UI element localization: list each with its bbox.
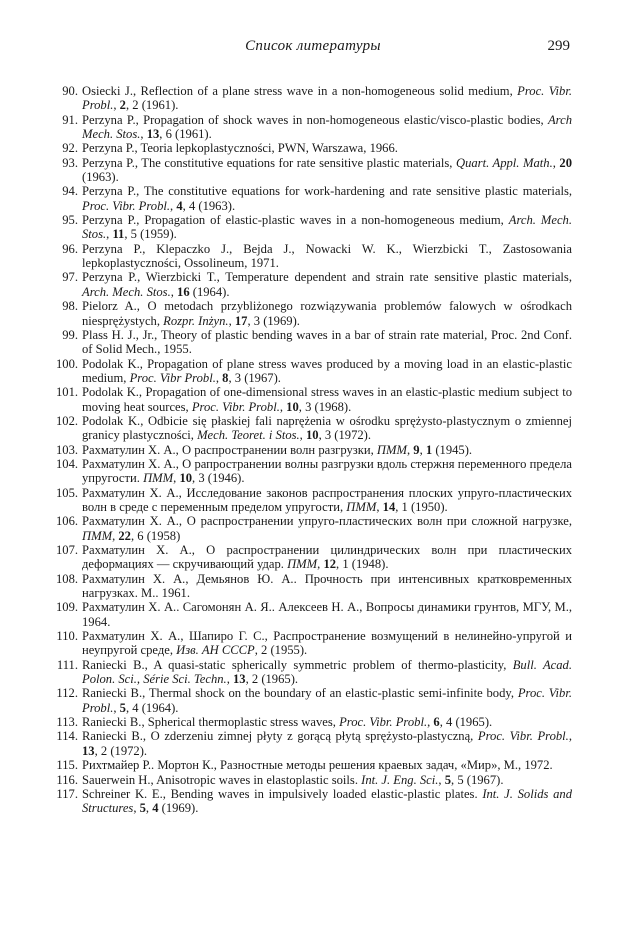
volume-number: 10 [179, 471, 193, 486]
reference-text: Osiecki J., Reflection of a plane stress wave in a non-homogeneous solid medium, Proc. Vibr. Probl., 2, 2 (1961). [82, 84, 572, 113]
volume-number: 9 [413, 442, 420, 457]
journal-title: Proc. Vibr. Probl. [82, 84, 572, 113]
journal-title: Arch. Mech. Stos. [82, 284, 171, 299]
volume-number: 11 [112, 227, 125, 242]
reference-text: Perzyna P., The constitutive equations for work-hardening and rate sensitive plastic materials, Proc. Vibr. Probl., 4, 4 (1963). [82, 184, 572, 213]
page-header [56, 38, 570, 58]
reference-entry [56, 385, 572, 414]
journal-title: ПММ [143, 471, 174, 486]
reference-number: 116. [56, 772, 78, 787]
reference-entry [56, 84, 572, 113]
reference-text: Рахматулин X. А., О распространении упруго-пластических волн при сложной нагрузке, ПММ, 22, 6 (1958) [82, 514, 572, 543]
reference-text: Pielorz A., O metodach przybliżonego rozwiązywania problemów falowych w ośrodkach niesprężystych, Rozpr. Inżyn., 17, 3 (1969). [82, 299, 572, 328]
reference-text: Рахматулин X. А., О распространении цилиндрических волн при пластических деформациях — скручивающий удар. ПММ, 12, 1 (1948). [82, 543, 572, 572]
reference-number: 103. [56, 442, 79, 457]
reference-number: 105. [56, 485, 79, 500]
volume-number: 5 [444, 772, 452, 787]
reference-number: 109. [56, 600, 79, 615]
reference-entry [56, 729, 572, 758]
journal-title: ПММ [346, 499, 377, 514]
reference-text: Рахматулин X. А., Шапиро Г. С., Распространение возмущений в нелинейно-упругой и неупругой среде, Изв. АН СССР, 2 (1955). [82, 629, 572, 658]
reference-text: Plass H. J., Jr., Theory of plastic bending waves in a bar of strain rate material, Proc. 2nd Conf. of Solid Mech., 1955. [82, 327, 572, 357]
reference-number: 106. [56, 514, 79, 529]
reference-text: Рахматулин X. А., Демьянов Ю. А.. Прочность при интенсивных кратковременных нагрузках. М.. 1961. [82, 571, 572, 601]
reference-entry [56, 658, 572, 687]
reference-text: Рахматулин X. А.. Сагомонян А. Я.. Алексеев Н. А., Вопросы динамики грунтов, МГУ, М., 1964. [82, 600, 572, 629]
reference-entry [56, 629, 572, 658]
reference-entry [56, 357, 572, 386]
volume-number: 20 [559, 155, 573, 170]
reference-entry [56, 543, 572, 572]
reference-entry [56, 270, 572, 299]
journal-title: Proc. Vibr. Probl. [191, 399, 280, 414]
reference-entry [56, 514, 572, 543]
reference-number: 104. [56, 456, 79, 471]
reference-text: Podolak K., Propagation of one-dimensional stress waves in an elastic-plastic medium subject to moving heat sources, Proc. Vibr. Probl., 10, 3 (1968). [82, 385, 572, 414]
reference-number: 95. [62, 213, 78, 228]
volume-number: 10 [286, 399, 299, 414]
volume-number: 13 [146, 127, 160, 142]
reference-text: Perzyna P., The constitutive equations for rate sensitive plastic materials, Quart. Appl. Math., 20 (1963). [82, 155, 573, 185]
reference-entry [56, 414, 572, 443]
journal-title: ПММ [287, 557, 318, 572]
reference-number: 114. [56, 729, 78, 744]
reference-number: 99. [62, 327, 78, 342]
reference-number: 110. [56, 629, 78, 644]
reference-entry [56, 486, 572, 515]
reference-number: 117. [56, 786, 78, 801]
volume-number: 14 [382, 499, 396, 514]
reference-text: Sauerwein H., Anisotropic waves in elastoplastic soils. Int. J. Eng. Sci., 5, 5 (1967). [82, 772, 504, 787]
journal-title: Mech. Teoret. i Stos. [197, 428, 300, 443]
volume-number: 5 [139, 801, 146, 816]
reference-entry [56, 787, 572, 816]
reference-number: 113. [56, 715, 78, 730]
reference-text: Perzyna P., Propagation of shock waves in non-homogeneous elastic/visco-plastic bodies, Arch Mech. Stos., 13, 6 (1961). [82, 112, 572, 142]
journal-title: ПММ [82, 528, 113, 543]
reference-number: 112. [56, 686, 78, 701]
reference-text: Schreiner K. E., Bending waves in impulsively loaded elastic-plastic plates. Int. J. Solids and Structures, 5, 4 (1969). [82, 786, 572, 816]
reference-entry [56, 443, 572, 457]
reference-number: 97. [62, 270, 78, 285]
reference-entry [56, 213, 572, 242]
journal-title: Int. J. Eng. Sci. [361, 772, 439, 787]
volume-number: 12 [323, 557, 337, 572]
journal-title: Proc. Vibr. Probl. [477, 729, 569, 744]
volume-number: 4 [152, 801, 159, 816]
journal-title: Bull. Acad. Polon. Sci., Série Sci. Techn. [82, 657, 572, 687]
journal-title: Int. J. Solids and Structures [82, 786, 572, 816]
volume-number: 4 [176, 198, 183, 213]
reference-text: Perzyna P., Propagation of elastic-plastic waves in a non-homogeneous medium, Arch. Mech. Stos., 11, 5 (1959). [82, 213, 572, 242]
reference-text: Raniecki B., Spherical thermoplastic stress waves, Proc. Vibr. Probl., 6, 4 (1965). [82, 715, 493, 730]
reference-entry [56, 572, 572, 601]
reference-number: 94. [62, 184, 78, 199]
journal-title: Rozpr. Inżyn. [163, 313, 229, 328]
reference-number: 92. [62, 141, 78, 156]
reference-list [56, 84, 572, 816]
reference-number: 91. [62, 112, 78, 127]
reference-entry [56, 141, 572, 155]
reference-text: Рахматулин X. А., О распространении волн разгрузки, ПММ, 9, 1 (1945). [82, 442, 473, 457]
volume-number: 17 [234, 313, 248, 328]
reference-text: Raniecki B., O zderzeniu zimnej płyty z gorącą płytą sprężysto-plastyczną, Proc. Vibr. Probl., 13, 2 (1972). [82, 729, 572, 758]
reference-text: Podolak K., Propagation of plane stress waves produced by a moving load in an elastic-plastic medium, Proc. Vibr Probl., 8, 3 (1967). [82, 356, 572, 385]
journal-title: Proc. Vibr. Probl. [339, 715, 428, 730]
reference-number: 98. [62, 299, 78, 314]
volume-number: 2 [119, 98, 126, 113]
journal-title: Arch. Mech. Stos. [82, 213, 572, 242]
reference-number: 115. [56, 758, 78, 773]
reference-entry [56, 113, 572, 142]
journal-title: Proc. Vibr Probl. [129, 370, 216, 385]
journal-title: Proc. Vibr. Probl. [82, 198, 171, 213]
reference-text: Рахматулин X. А., Исследование законов распространения плоских упруго-пластических волн в среде с переменным пределом упругости, ПММ, 14, 1 (1950). [82, 485, 572, 514]
reference-entry [56, 773, 572, 787]
reference-number: 100. [56, 356, 79, 371]
reference-text: Podolak K., Odbicie się płaskiej fali naprężenia w ośrodku sprężysto-plastycznym o zmiennej granicy plastyczności, Mech. Teoret. i Stos., 10, 3 (1972). [82, 413, 572, 443]
reference-text: Рахматулин X. А., О рапространении волны разгрузки вдоль стержня переменного предела упругости. ПММ, 10, 3 (1946). [82, 456, 572, 486]
reference-number: 93. [62, 155, 78, 170]
reference-number: 108. [56, 571, 79, 586]
volume-number: 1 [425, 442, 433, 457]
volume-number: 13 [232, 672, 246, 687]
reference-number: 101. [56, 385, 79, 400]
volume-number: 16 [177, 284, 190, 299]
reference-entry [56, 156, 572, 185]
journal-title: Proc. Vibr. Probl. [82, 686, 572, 715]
volume-number: 8 [222, 370, 229, 385]
reference-entry [56, 686, 572, 715]
reference-entry [56, 600, 572, 629]
reference-number: 111. [56, 657, 78, 672]
volume-number: 10 [305, 428, 319, 443]
reference-entry [56, 758, 572, 772]
reference-text: Рихтмайер Р.. Мортон К., Разностные методы решения краевых задач, «Мир», М., 1972. [82, 758, 553, 773]
reference-number: 96. [62, 241, 78, 256]
volume-number: 6 [433, 715, 440, 730]
volume-number: 13 [82, 743, 95, 758]
reference-number: 90. [62, 84, 78, 98]
reference-number: 102. [56, 413, 79, 428]
reference-entry [56, 242, 572, 271]
journal-title: Изв. АН СССР [176, 643, 255, 658]
running-title: Список литературы [245, 38, 381, 54]
volume-number: 5 [119, 700, 126, 715]
reference-text: Perzyna P., Wierzbicki T., Temperature dependent and strain rate sensitive plastic materials, Arch. Mech. Stos., 16 (1964). [82, 270, 572, 299]
volume-number: 22 [118, 528, 131, 543]
reference-text: Perzyna P., Klepaczko J., Bejda J., Nowacki W. K., Wierzbicki T., Zastosowania lepkoplastyczności, Ossolineum, 1971. [82, 241, 572, 271]
reference-text: Raniecki B., A quasi-static spherically symmetric problem of thermo-plasticity, Bull. Acad. Polon. Sci., Série Sci. Techn., 13, 2 (1965). [82, 657, 572, 687]
reference-entry [56, 184, 572, 213]
reference-entry [56, 328, 572, 357]
page-number: 299 [547, 38, 570, 54]
journal-title: Quart. Appl. Math. [455, 155, 553, 170]
reference-number: 107. [56, 543, 79, 557]
reference-entry [56, 715, 572, 729]
reference-text: Raniecki B., Thermal shock on the boundary of an elastic-plastic semi-infinite body, Proc. Vibr. Probl., 5, 4 (1964). [82, 686, 572, 715]
reference-entry [56, 457, 572, 486]
journal-title: Arch Mech. Stos. [82, 112, 572, 142]
reference-entry [56, 299, 572, 328]
reference-text: Perzyna P., Teoria lepkoplastyczności, PWN, Warszawa, 1966. [82, 141, 398, 156]
journal-title: ПММ [376, 442, 407, 457]
